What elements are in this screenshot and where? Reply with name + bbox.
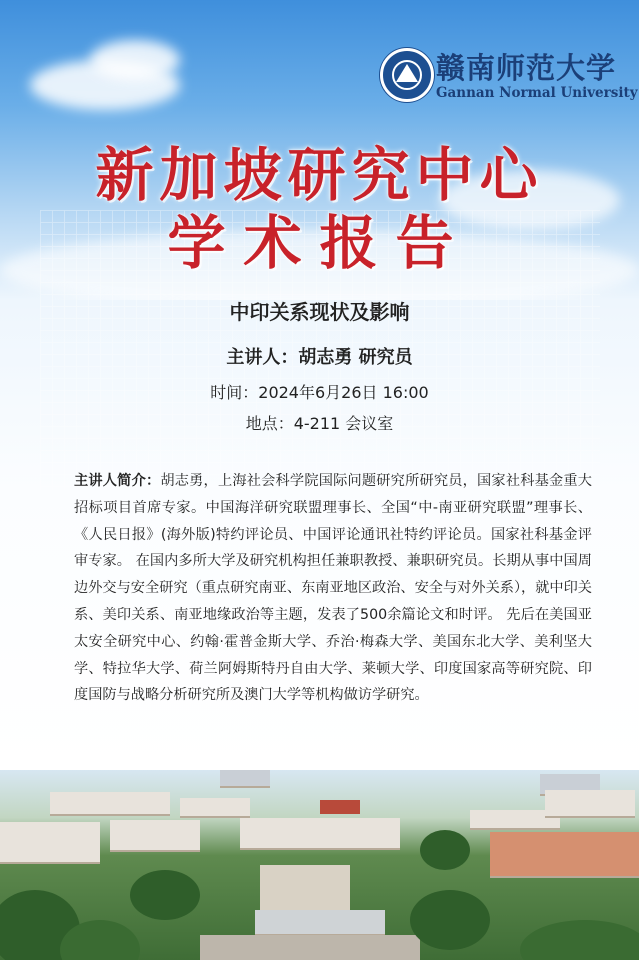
university-name-en: Gannan Normal University [436,85,638,101]
bio-text: 胡志勇，上海社会科学院国际问题研究所研究员，国家社科基金重大招标项目首席专家。中国海洋研究联盟理事长、全国“中-南亚研究联盟”理事长、《人民日报》(海外版)特约评论员、中国评论通讯社特约评论员。国家社科基金评审专家。 在国内多所大学及研究机构担任兼职教授、兼职研究员。长期从事中国周边外交与安全研究（重点研究南亚、东南亚地区政治、安全与对外关系），就中印关系、美印关系、南亚地缘政治等主题，发表了500余篇论文和时评。 先后在美国亚太安全研究中心、约翰·霍普金斯大学、乔治·梅森大学、美国东北大学、美利坚大学、特拉华大学、荷兰阿姆斯特丹自由大学、莱顿大学、印度国家高等研究院、印度国防与战略分析研究所及澳门大学等机构做访学研究。 [74,473,592,704]
tree [130,870,200,920]
building [240,818,400,850]
speaker: 主讲人：胡志勇 研究员 [226,347,413,368]
plaza [260,865,350,915]
tree [420,830,470,870]
road [200,935,420,960]
tree [520,920,639,960]
building [180,798,250,818]
campus-photo [0,770,639,960]
emblem-book [396,64,418,82]
building [545,790,635,818]
event-place: 地点：4-211 会议室 [245,414,394,433]
cloud [90,40,180,80]
poster-title-line1: 新加坡研究中心 [95,141,544,209]
gate-building [255,910,385,936]
university-name-cn: 赣南师范大学 [436,51,617,85]
building [0,822,100,864]
red-roof [320,800,360,814]
poster-title-line2: 学术报告 [167,209,472,277]
university-emblem-icon [380,48,434,102]
bio-label: 主讲人简介： [74,473,161,489]
tree [410,890,490,950]
speaker-bio [74,468,592,709]
event-time: 时间：2024年6月26日 16:00 [210,383,429,402]
building [490,832,639,878]
building [110,820,200,852]
report-topic: 中印关系现状及影响 [229,300,410,324]
building [220,770,270,788]
building [50,792,170,816]
